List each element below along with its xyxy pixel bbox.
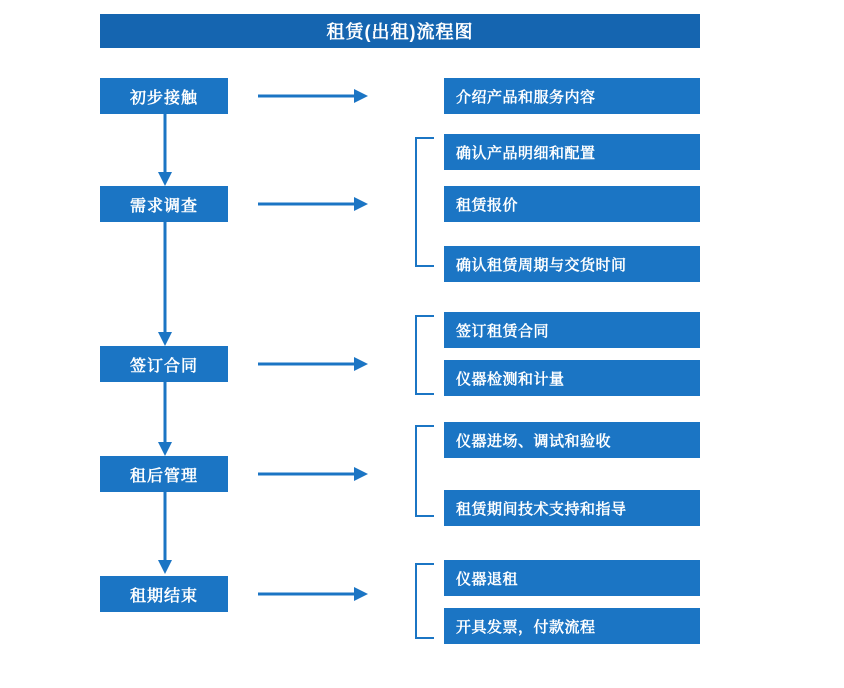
vertical-arrow-1 (155, 114, 175, 186)
bracket-3 (412, 314, 434, 396)
stage-box-4: 租后管理 (100, 456, 228, 492)
detail-box-2-3: 确认租赁周期与交货时间 (444, 246, 700, 282)
detail-box-2-2: 租赁报价 (444, 186, 700, 222)
stage-box-2: 需求调查 (100, 186, 228, 222)
horizontal-arrow-2 (258, 194, 368, 214)
vertical-arrow-3 (155, 382, 175, 456)
detail-box-3-1: 签订租赁合同 (444, 312, 700, 348)
detail-box-1-1: 介绍产品和服务内容 (444, 78, 700, 114)
vertical-arrow-4 (155, 492, 175, 574)
detail-box-2-1: 确认产品明细和配置 (444, 134, 700, 170)
detail-box-4-2: 租赁期间技术支持和指导 (444, 490, 700, 526)
stage-box-5: 租期结束 (100, 576, 228, 612)
bracket-4 (412, 424, 434, 518)
detail-box-5-1: 仪器退租 (444, 560, 700, 596)
horizontal-arrow-3 (258, 354, 368, 374)
detail-box-3-2: 仪器检测和计量 (444, 360, 700, 396)
stage-box-3: 签订合同 (100, 346, 228, 382)
detail-box-5-2: 开具发票，付款流程 (444, 608, 700, 644)
bracket-5 (412, 562, 434, 640)
diagram-title: 租赁(出租)流程图 (100, 14, 700, 48)
bracket-2 (412, 136, 434, 268)
horizontal-arrow-4 (258, 464, 368, 484)
stage-box-1: 初步接触 (100, 78, 228, 114)
detail-box-4-1: 仪器进场、调试和验收 (444, 422, 700, 458)
horizontal-arrow-5 (258, 584, 368, 604)
horizontal-arrow-1 (258, 86, 368, 106)
vertical-arrow-2 (155, 222, 175, 346)
